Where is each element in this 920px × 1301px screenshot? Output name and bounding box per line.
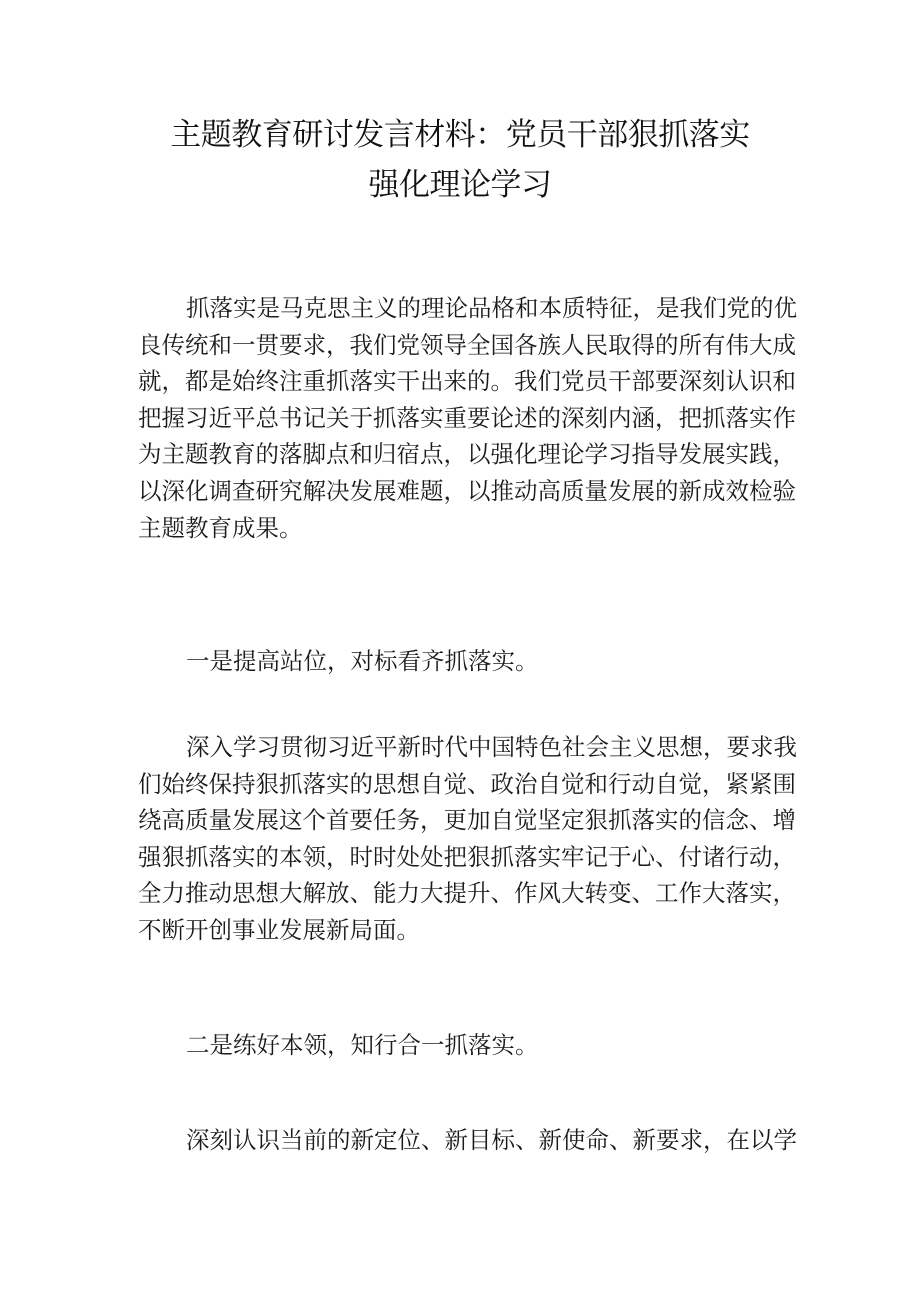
paragraph-line: 深入学习贯彻习近平新时代中国特色社会主义思想，要求我 (186, 733, 797, 761)
paragraph-line: 绕高质量发展这个首要任务，更加自觉坚定狠抓落实的信念、增 (138, 806, 796, 835)
body-paragraph-intro (138, 290, 802, 546)
paragraph-line: 主题教育成果。 (138, 513, 303, 542)
paragraph-line: 为主题教育的落脚点和归宿点，以强化理论学习指导发展实践， (138, 440, 796, 469)
body-paragraph-section-1 (138, 729, 802, 949)
paragraph-line: 们始终保持狠抓落实的思想自觉、政治自觉和行动自觉，紧紧围 (138, 769, 796, 798)
document-title-line-2: 强化理论学习 (368, 167, 552, 203)
section-heading-text: 二是练好本领，知行合一抓落实。 (186, 1031, 539, 1059)
section-heading-1 (138, 643, 802, 680)
body-paragraph-section-2 (138, 1122, 802, 1159)
paragraph-line: 以深化调查研究解决发展难题，以推动高质量发展的新成效检验 (138, 476, 796, 505)
paragraph-line: 不断开创事业发展新局面。 (138, 915, 420, 944)
section-heading-text: 一是提高站位，对标看齐抓落实。 (186, 647, 539, 675)
document-title-line-1: 主题教育研讨发言材料：党员干部狠抓落实 (170, 117, 750, 153)
paragraph-line: 把握习近平总书记关于抓落实重要论述的深刻内涵，把抓落实作 (138, 403, 796, 432)
paragraph-line: 良传统和一贯要求，我们党领导全国各族人民取得的所有伟大成 (138, 330, 796, 359)
paragraph-line: 就，都是始终注重抓落实干出来的。我们党员干部要深刻认识和 (138, 367, 796, 396)
section-heading-2 (138, 1027, 802, 1064)
paragraph-line: 抓落实是马克思主义的理论品格和本质特征，是我们党的优 (186, 294, 797, 322)
paragraph-line: 深刻认识当前的新定位、新目标、新使命、新要求，在以学 (186, 1126, 797, 1154)
paragraph-line: 强狠抓落实的本领，时时处处把狠抓落实牢记于心、付诸行动， (138, 842, 796, 871)
paragraph-line: 全力推动思想大解放、能力大提升、作风大转变、工作大落实， (138, 879, 796, 908)
